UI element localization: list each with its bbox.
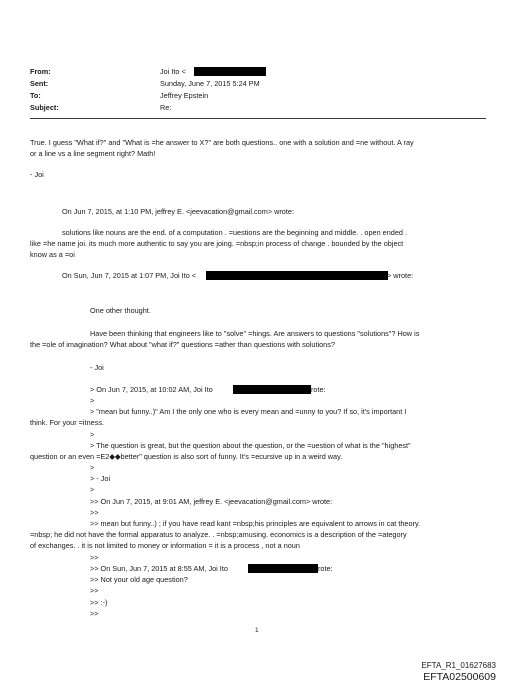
reply-line-2: or a line vs a line segment right? Math! xyxy=(30,149,156,158)
quote-header-2: On Sun, Jun 7, 2015 at 1:07 PM, Joi Ito < xyxy=(62,271,197,280)
header-divider xyxy=(30,118,486,119)
page-number: 1 xyxy=(255,627,259,634)
from-label: From: xyxy=(30,67,51,76)
from-value: Joi Ito < xyxy=(160,67,186,76)
reply-signature: - Joi xyxy=(30,170,44,179)
quote-marker: > xyxy=(90,485,95,494)
sent-label: Sent: xyxy=(30,79,49,88)
quote2-line-1: One other thought. xyxy=(90,306,151,315)
redaction-box xyxy=(194,67,266,76)
redaction-box xyxy=(206,271,388,280)
quote-marker: >> xyxy=(90,553,99,562)
quote3-line-3: > The question is great, but the question about the question, or the =uestion of what is the "highest" xyxy=(90,441,411,450)
quote-marker: >> xyxy=(90,586,99,595)
quote3-line-4: question or an even =E2◆◆better" question is also sort of funny. It's =ecursive up in a weird way. xyxy=(30,452,343,461)
quote5-line-2: >> :-) xyxy=(90,598,108,607)
sent-value: Sunday, June 7, 2015 5:24 PM xyxy=(160,79,260,88)
quote3-signature: > - Joi xyxy=(90,474,111,483)
quote2-line-3: the =ole of imagination? What about "what if?" questions =ather than questions with solutions? xyxy=(30,340,335,349)
quote-header-5: >> On Sun, Jun 7, 2015 at 8:55 AM, Joi Ito xyxy=(90,564,228,573)
redaction-box xyxy=(248,564,318,573)
quote-header-3-end: rote: xyxy=(311,385,326,394)
quote-header-4: >> On Jun 7, 2015, at 9:01 AM, jeffrey E. <jeevacation@gmail.com> wrote: xyxy=(90,497,333,506)
quote-header-2-end: > wrote: xyxy=(387,271,414,280)
quote1-line-1: solutions like nouns are the end. of a computation . =uestions are the beginning and middle. . open ended . xyxy=(62,228,408,237)
quote4-line-3: of exchanges. . it is not limited to money or information = it is a process , not a noun xyxy=(30,541,300,550)
quote-marker: >> xyxy=(90,508,99,517)
quote-header-5-end: rote: xyxy=(318,564,333,573)
quote2-signature: - Joi xyxy=(90,363,104,372)
quote-header-3: > On Jun 7, 2015, at 10:02 AM, Joi Ito xyxy=(90,385,213,394)
quote3-line-2: think. For your =itness. xyxy=(30,418,105,427)
quote-marker: >> xyxy=(90,609,99,618)
quote-header-1: On Jun 7, 2015, at 1:10 PM, jeffrey E. <jeevacation@gmail.com> wrote: xyxy=(62,207,294,216)
to-label: To: xyxy=(30,91,41,100)
redaction-box xyxy=(233,385,311,394)
quote-marker: > xyxy=(90,430,95,439)
quote2-line-2: Have been thinking that engineers like to "solve" =hings. Are answers to questions "solutions"? How is xyxy=(90,329,420,338)
to-value: Jeffrey Epstein xyxy=(160,91,209,100)
quote4-line-2: =nbsp; he did not have the formal apparatus to analyze. . =nbsp;amusing. economics is a description of the =ategory xyxy=(30,530,407,539)
quote3-line-1: > "mean but funny..)" Am I the only one who is every mean and =unny to you? If so, it's important I xyxy=(90,407,407,416)
reply-line-1: True. I guess "What if?" and "What is =he answer to X?" are both questions.. one with a solution and =ne without. A ray xyxy=(30,138,414,147)
quote5-line-1: >> Not your old age question? xyxy=(90,575,188,584)
quote4-line-1: >> mean but funny..) ; if you have read kant =nbsp;his principles are equivalent to arrows in cat theory. xyxy=(90,519,421,528)
subject-value: Re: xyxy=(160,103,172,112)
quote1-line-3: know as a =oi xyxy=(30,250,75,259)
bates-number-secondary: EFTA02500609 xyxy=(423,671,496,683)
subject-label: Subject: xyxy=(30,103,59,112)
quote-marker: > xyxy=(90,396,95,405)
bates-number-primary: EFTA_R1_01627683 xyxy=(421,661,496,670)
quote-marker: > xyxy=(90,463,95,472)
quote1-line-2: like =he name joi. its much more authentic to say you are joing. =nbsp;in process of change . bounded by the object xyxy=(30,239,404,248)
